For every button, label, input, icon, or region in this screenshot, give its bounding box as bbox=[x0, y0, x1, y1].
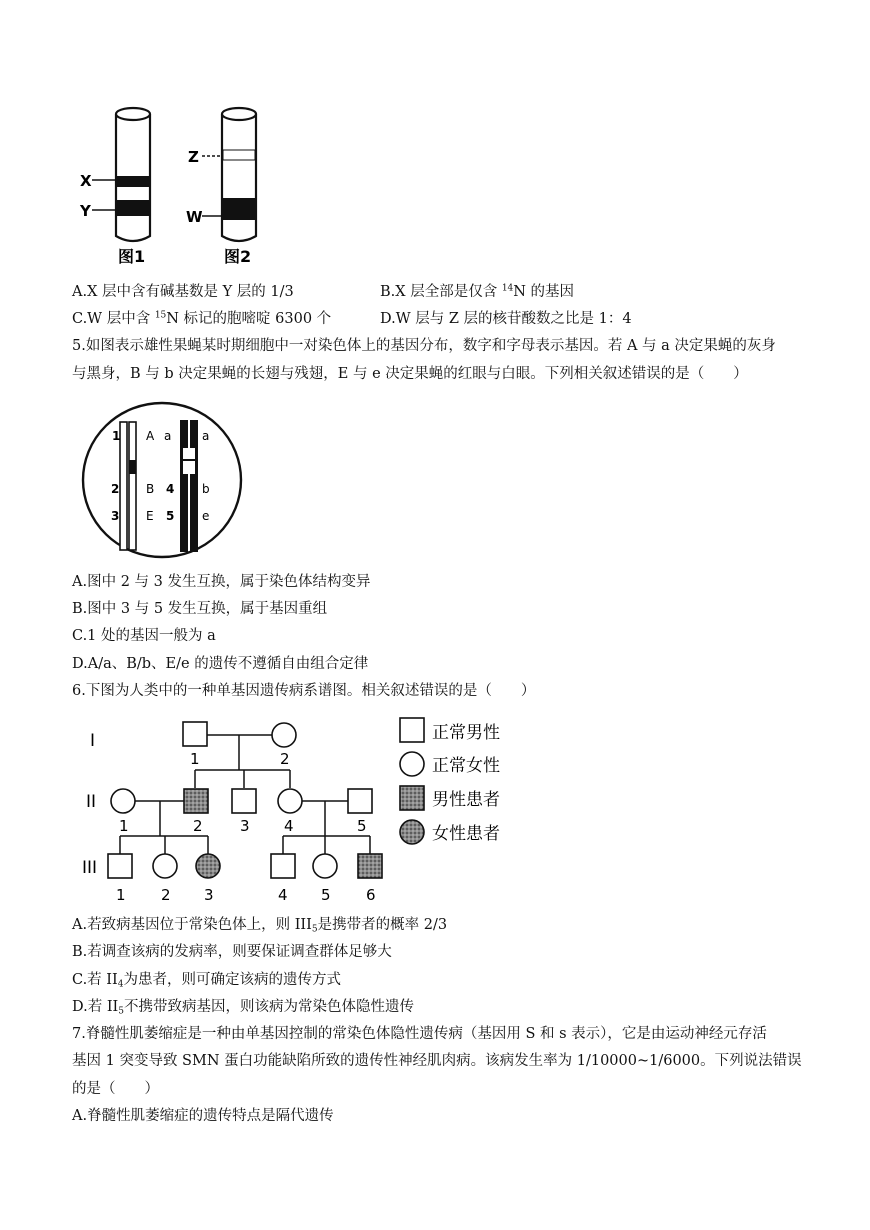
q4-option-a: A.X 层中含有碱基数是 Y 层的 1/3 bbox=[72, 284, 294, 300]
q6-option-b: B.若调查该病的发病率，则要保证调查群体足够大 bbox=[72, 944, 392, 960]
gene-label-1: 1 bbox=[112, 429, 121, 443]
layer-z-label: Z bbox=[188, 148, 199, 166]
gen1-male-1 bbox=[183, 722, 207, 746]
q7-stem-line1: 7.脊髓性肌萎缩症是一种由单基因控制的常染色体隐性遗传病（基因用 S 和 s 表示），它是由运动神经元存活 bbox=[72, 1026, 767, 1042]
q5-stem-line1: 5.如图表示雄性果蝇某时期细胞中一对染色体上的基因分布，数字和字母表示基因。若 A 与 a 决定果蝇的灰身 bbox=[72, 338, 776, 354]
q6-option-d: D.若 $II_5$不携带致病基因，则该病为常染色体隐性遗传 bbox=[72, 999, 415, 1017]
q4-option-d: D.W 层与 Z 层的核苷酸数之比是 1：4 bbox=[380, 311, 632, 327]
gen3-number-2: 2 bbox=[161, 886, 171, 904]
legend-affected-male-symbol bbox=[400, 786, 424, 810]
gen3-number-5: 5 bbox=[321, 886, 331, 904]
gen3-male-4 bbox=[271, 854, 295, 878]
q7-stem-line2: 基因 1 突变导致 SMN 蛋白功能缺陷所致的遗传性神经肌肉病。该病发生率为 1/10000~1/6000。下列说法错误 bbox=[72, 1053, 802, 1069]
gen3-affected-male-6 bbox=[358, 854, 382, 878]
q5-option-b: B.图中 3 与 5 发生互换，属于基因重组 bbox=[72, 601, 328, 617]
legend-normal-male: 正常男性 bbox=[432, 723, 500, 743]
gen2-affected-male-2 bbox=[184, 789, 208, 813]
gen2-male-5 bbox=[348, 789, 372, 813]
pedigree-chart bbox=[78, 708, 518, 908]
tube-2 bbox=[202, 108, 256, 241]
q7-stem-line3: 的是（ ） bbox=[72, 1081, 159, 1097]
q4-option-c: C.W 层中含 $^{15}$N 标记的胞嘧啶 6300 个 bbox=[72, 310, 332, 327]
tube-2-caption: 图2 bbox=[224, 247, 252, 266]
q7-option-a: A.脊髓性肌萎缩症的遗传特点是隔代遗传 bbox=[72, 1108, 334, 1124]
gen2-number-4: 4 bbox=[284, 817, 294, 835]
gen3-number-1: 1 bbox=[116, 886, 126, 904]
legend-normal-female: 正常女性 bbox=[432, 756, 500, 776]
gene-A: A bbox=[146, 429, 155, 443]
gen3-number-6: 6 bbox=[366, 886, 376, 904]
q6-option-a: A.若致病基因位于常染色体上，则 $III_5$是携带者的概率 2/3 bbox=[72, 917, 448, 935]
gen3-number-3: 3 bbox=[204, 886, 214, 904]
layer-y-label: Y bbox=[80, 202, 91, 220]
gen3-female-2 bbox=[153, 854, 177, 878]
tube-1-caption: 图1 bbox=[118, 247, 146, 266]
gen3-female-5 bbox=[313, 854, 337, 878]
gen2-female-4 bbox=[278, 789, 302, 813]
q5-option-c: C.1 处的基因一般为 a bbox=[72, 628, 216, 644]
legend-affected-female: 女性患者 bbox=[432, 824, 500, 844]
generation-label-3: III bbox=[82, 858, 98, 878]
gen1-number-1: 1 bbox=[190, 750, 200, 768]
layer-w-label: W bbox=[186, 208, 203, 226]
legend-affected-female-symbol bbox=[400, 820, 424, 844]
gen3-male-1 bbox=[108, 854, 132, 878]
gene-a: a bbox=[202, 429, 210, 443]
gene-label-4: 4 bbox=[166, 482, 175, 496]
q5-stem-line2: 与黑身，B 与 b 决定果蝇的长翅与残翅，E 与 e 决定果蝇的红眼与白眼。下列相关叙述错误的是（ ） bbox=[72, 366, 748, 382]
gen2-female-1 bbox=[111, 789, 135, 813]
gen3-affected-female-3 bbox=[196, 854, 220, 878]
gen1-number-2: 2 bbox=[280, 750, 290, 768]
q5-option-d: D.A/a、B/b、E/e 的遗传不遵循自由组合定律 bbox=[72, 656, 369, 672]
gen2-number-3: 3 bbox=[240, 817, 250, 835]
gene-B: B bbox=[146, 482, 155, 496]
gene-a-left: a bbox=[164, 429, 172, 443]
generation-label-2: II bbox=[86, 792, 97, 812]
chromosome-cell-figure bbox=[80, 400, 245, 560]
gen2-number-5: 5 bbox=[357, 817, 367, 835]
layer-x-label: X bbox=[80, 172, 92, 190]
q5-option-a: A.图中 2 与 3 发生互换，属于染色体结构变异 bbox=[72, 574, 371, 590]
legend-normal-male-symbol bbox=[400, 718, 424, 742]
gen1-female-2 bbox=[272, 723, 296, 747]
gene-e: e bbox=[202, 509, 210, 523]
q6-option-c: C.若 $II_4$为患者，则可确定该病的遗传方式 bbox=[72, 972, 341, 990]
gen2-number-1: 1 bbox=[119, 817, 129, 835]
gene-b: b bbox=[202, 482, 210, 496]
generation-label-1: I bbox=[90, 731, 96, 751]
gene-E: E bbox=[146, 509, 154, 523]
tube-1 bbox=[92, 108, 150, 241]
gene-label-3: 3 bbox=[111, 509, 120, 523]
centrifuge-tubes-figure bbox=[78, 100, 278, 270]
gen2-male-3 bbox=[232, 789, 256, 813]
legend-normal-female-symbol bbox=[400, 752, 424, 776]
gene-label-2: 2 bbox=[111, 482, 120, 496]
q4-option-b: B.X 层全部是仅含 $^{14}$N 的基因 bbox=[380, 283, 575, 300]
legend-affected-male: 男性患者 bbox=[432, 790, 500, 810]
pedigree-legend bbox=[400, 718, 500, 844]
gen2-number-2: 2 bbox=[193, 817, 203, 835]
gen3-number-4: 4 bbox=[278, 886, 288, 904]
q6-stem: 6.下图为人类中的一种单基因遗传病系谱图。相关叙述错误的是（ ） bbox=[72, 683, 536, 699]
gene-label-5: 5 bbox=[166, 509, 175, 523]
